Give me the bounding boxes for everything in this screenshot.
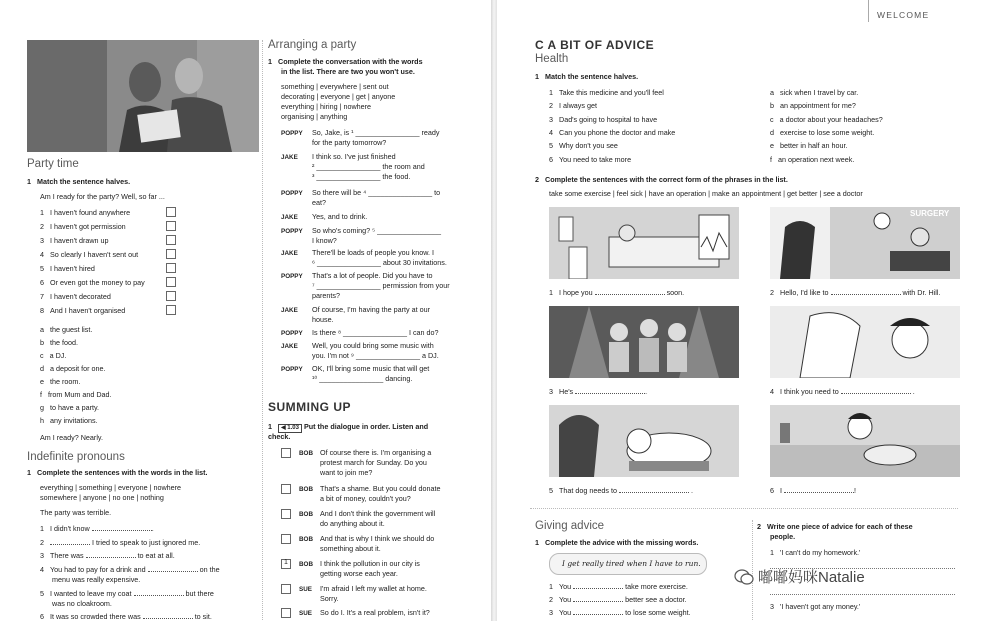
speaker: BOB bbox=[299, 511, 313, 518]
dialogue-line: you. I'm not ⁹ ________________ a DJ. bbox=[312, 351, 439, 360]
speaker: JAKE bbox=[281, 307, 298, 314]
dialogue-line: for the party tomorrow? bbox=[312, 138, 387, 147]
dialogue-line: I know? bbox=[312, 236, 337, 245]
list-item: 5 I wanted to leave my coat but there bbox=[40, 589, 214, 598]
speaker: BOB bbox=[299, 450, 313, 457]
dialogue-line: something about it. bbox=[320, 544, 381, 553]
caption-4: 4 I think you need to . bbox=[770, 387, 915, 396]
list-item: g to have a party. bbox=[40, 403, 100, 412]
dialogue-line: Of course, I'm having the party at our bbox=[312, 305, 431, 314]
speaker: POPPY bbox=[281, 330, 303, 337]
party-time-ex1: 1 Match the sentence halves. bbox=[27, 177, 131, 186]
dialogue-line: So who's coming? ⁵ ________________ bbox=[312, 226, 442, 235]
arranging-title: Arranging a party bbox=[268, 39, 357, 51]
list-item: c a DJ. bbox=[40, 351, 67, 360]
dialogue-line: And I don't think the government will bbox=[320, 509, 436, 518]
dialogue-line: I think so. I've just finished bbox=[312, 152, 396, 161]
speaker: BOB bbox=[299, 536, 313, 543]
answer-box[interactable] bbox=[166, 291, 176, 301]
dialogue-line: ⁷ ________________ permission from your bbox=[312, 281, 450, 290]
speaker: BOB bbox=[299, 561, 313, 568]
caption-3: 3 He's . bbox=[549, 387, 648, 396]
list-item: 5 Why don't you see bbox=[549, 141, 618, 150]
dialogue-line: Is there ⁸ ________________ I can do? bbox=[312, 328, 439, 337]
eating-art bbox=[770, 405, 960, 477]
answer-box[interactable] bbox=[166, 207, 176, 217]
ex2b-instruction-2: people. bbox=[770, 532, 796, 541]
list-item: e better in half an hour. bbox=[770, 141, 848, 150]
welcome-label: WELCOME bbox=[877, 10, 930, 20]
order-box[interactable]: 1 bbox=[281, 559, 291, 569]
speaker: POPPY bbox=[281, 273, 303, 280]
section-divider bbox=[530, 508, 958, 509]
list-item: 6 It was so crowded there was to sit. bbox=[40, 612, 212, 621]
speaker: POPPY bbox=[281, 130, 303, 137]
illustration-eating bbox=[770, 405, 960, 477]
speech-text: I get really tired when I have to run. bbox=[562, 559, 701, 568]
list-item: h any invitations. bbox=[40, 416, 98, 425]
dialogue-line: So there will be ⁴ ________________ to bbox=[312, 188, 441, 197]
sick-bed-art bbox=[549, 207, 739, 279]
list-item: 1 'I can't do my homework.' bbox=[770, 548, 861, 557]
party-time-instruction: Match the sentence halves. bbox=[37, 177, 131, 186]
summing-ex1: 1 ◀ 1.03 Put the dialogue in order. Listen and bbox=[268, 422, 429, 431]
list-item: 1 Take this medicine and you'll feel bbox=[549, 88, 664, 97]
order-box[interactable] bbox=[281, 509, 291, 519]
list-item: b an appointment for me? bbox=[770, 101, 856, 110]
dialogue-line: ³ ________________ the food. bbox=[312, 172, 411, 181]
dialogue-line: Yes, and to drink. bbox=[312, 212, 368, 221]
list-item: 4 So clearly I haven't sent out bbox=[40, 250, 139, 259]
dialogue-line: getting worse each year. bbox=[320, 569, 398, 578]
dialogue-line: ² ________________ the room and bbox=[312, 162, 425, 171]
column-divider bbox=[262, 40, 263, 620]
speaker: SUE bbox=[299, 610, 312, 617]
dialogue-line: I think the pollution in our city is bbox=[320, 559, 420, 568]
health-ex2: 2 Complete the sentences with the correct form of the phrases in the list. bbox=[535, 175, 788, 184]
indefinite-words-2: somewhere | anyone | no one | nothing bbox=[40, 493, 164, 502]
speaker: JAKE bbox=[281, 250, 298, 257]
speech-bubble bbox=[549, 553, 707, 575]
illustration-tongue bbox=[770, 306, 960, 378]
order-box[interactable] bbox=[281, 584, 291, 594]
welcome-header bbox=[868, 0, 987, 22]
list-item: 6 Or even got the money to pay bbox=[40, 278, 145, 287]
answer-box[interactable] bbox=[166, 277, 176, 287]
list-item: 3 Dad's going to hospital to have bbox=[549, 115, 658, 124]
speaker: JAKE bbox=[281, 214, 298, 221]
party-time-closing: Am I ready? Nearly. bbox=[40, 433, 103, 442]
speaker: JAKE bbox=[281, 343, 298, 350]
answer-box[interactable] bbox=[166, 235, 176, 245]
speaker: POPPY bbox=[281, 366, 303, 373]
giving-advice-ex1: 1 Complete the advice with the missing words. bbox=[535, 538, 699, 547]
health-title: Health bbox=[535, 53, 569, 65]
party-time-title: Party time bbox=[27, 158, 79, 170]
students-photo bbox=[27, 40, 259, 152]
students-photo-art bbox=[27, 40, 259, 152]
audio-icon[interactable]: ◀ 1.03 bbox=[278, 424, 302, 433]
arranging-words-4: organising | anything bbox=[281, 112, 348, 121]
speaker: JAKE bbox=[281, 154, 298, 161]
list-item: 3 'I haven't got any money.' bbox=[770, 602, 861, 611]
answer-box[interactable] bbox=[166, 221, 176, 231]
speaker: POPPY bbox=[281, 228, 303, 235]
illustration-dog bbox=[549, 405, 739, 477]
health-phrases: take some exercise | feel sick | have an operation | make an appointment | get better | see a doctor bbox=[549, 189, 863, 198]
list-item: 4 You had to pay for a drink and on the bbox=[40, 565, 220, 574]
list-item: a the guest list. bbox=[40, 325, 93, 334]
indefinite-ex1: 1 Complete the sentences with the words in the list. bbox=[27, 468, 208, 477]
health-items bbox=[549, 88, 759, 168]
surgery-sign: SURGERY bbox=[910, 209, 950, 218]
list-item: 1 You take more exercise. bbox=[549, 582, 688, 591]
watermark bbox=[734, 566, 865, 587]
stage-art bbox=[549, 306, 739, 378]
list-item: 5 I haven't hired bbox=[40, 264, 95, 273]
dialogue-line: So, Jake, is ¹ ________________ ready bbox=[312, 128, 440, 137]
dog-art bbox=[549, 405, 739, 477]
list-item: d exercise to lose some weight. bbox=[770, 128, 875, 137]
tongue-art bbox=[770, 306, 960, 378]
dialogue-line: OK, I'll bring some music that will get bbox=[312, 364, 430, 373]
list-item: f from Mum and Dad. bbox=[40, 390, 112, 399]
list-item: b the food. bbox=[40, 338, 78, 347]
dialogue-line: There'll be loads of people you know. I bbox=[312, 248, 435, 257]
dialogue-line: That's a shame. But you could donate bbox=[320, 484, 441, 493]
dialogue-line: a bit of money, couldn't you? bbox=[320, 494, 411, 503]
list-item: e the room. bbox=[40, 377, 81, 386]
list-item: 4 Can you phone the doctor and make bbox=[549, 128, 676, 137]
list-item: f an operation next week. bbox=[770, 155, 855, 164]
list-item: 3 There was to eat at all. bbox=[40, 551, 175, 560]
arranging-words-3: everything | hiring | nowhere bbox=[281, 102, 372, 111]
list-item: 1 I didn't know . bbox=[40, 524, 154, 533]
speaker: POPPY bbox=[281, 190, 303, 197]
dialogue-line: That's a lot of people. Did you have to bbox=[312, 271, 433, 280]
illustration-stage bbox=[549, 306, 739, 378]
ex2b-instruction: 2 Write one piece of advice for each of these bbox=[757, 522, 913, 531]
party-time-prompt: Am I ready for the party? Well, so far ... bbox=[40, 192, 165, 201]
list-item: 2 I tried to speak to just ignored me. bbox=[40, 538, 201, 547]
dialogue-line: So do I. It's a real problem, isn't it? bbox=[320, 608, 430, 617]
dialogue-line: ¹⁰ ________________ dancing. bbox=[312, 374, 413, 383]
list-item: 2 You better see a doctor. bbox=[549, 595, 687, 604]
arranging-ex1: 1 Complete the conversation with the words bbox=[268, 57, 423, 66]
dialogue-line: parents? bbox=[312, 291, 340, 300]
list-item: 3 You to lose some weight. bbox=[549, 608, 691, 617]
list-item: 7 I haven't decorated bbox=[40, 292, 111, 301]
answer-box[interactable] bbox=[166, 263, 176, 273]
list-item: d a deposit for one. bbox=[40, 364, 106, 373]
arranging-dialogue bbox=[281, 128, 461, 388]
dialogue-line: Well, you could bring some music with bbox=[312, 341, 434, 350]
list-item: a sick when I travel by car. bbox=[770, 88, 859, 97]
dialogue-line: protest march for Sunday. Do you bbox=[320, 458, 427, 467]
arranging-instruction-2: in the list. There are two you won't use. bbox=[281, 67, 415, 76]
health-ex1: 1 Match the sentence halves. bbox=[535, 72, 639, 81]
dialogue-line: ⁶ ________________ about 30 invitations. bbox=[312, 258, 447, 267]
caption-2: 2 Hello, I'd like to with Dr. Hill. bbox=[770, 288, 941, 297]
order-box[interactable] bbox=[281, 484, 291, 494]
indefinite-title: Indefinite pronouns bbox=[27, 451, 125, 463]
arranging-words-1: something | everywhere | sent out bbox=[281, 82, 389, 91]
health-endings bbox=[770, 88, 970, 168]
caption-1: 1 I hope you soon. bbox=[549, 288, 685, 297]
dialogue-line: I'm afraid I left my wallet at home. bbox=[320, 584, 427, 593]
list-item-cont: was no cloakroom. bbox=[52, 599, 112, 608]
watermark-text: 嘟嘟妈咪Natalie bbox=[758, 569, 865, 586]
indefinite-words-1: everything | something | everyone | nowhere bbox=[40, 483, 182, 492]
dialogue-line: house. bbox=[312, 315, 334, 324]
section-title: C A BIT OF ADVICE bbox=[535, 38, 655, 52]
answer-line[interactable] bbox=[770, 594, 955, 595]
list-item: 8 And I haven't organised bbox=[40, 306, 126, 315]
summing-instruction-2: check. bbox=[268, 432, 291, 441]
dialogue-line: And that is why I think we should do bbox=[320, 534, 435, 543]
list-item: 6 You need to take more bbox=[549, 155, 632, 164]
indefinite-example: The party was terrible. bbox=[40, 508, 112, 517]
list-item-cont: menu was really expensive. bbox=[52, 575, 141, 584]
dialogue-line: Sorry. bbox=[320, 594, 339, 603]
summing-items bbox=[281, 446, 461, 621]
answer-box[interactable] bbox=[166, 249, 176, 259]
page-spine bbox=[491, 0, 497, 621]
dialogue-line: eat? bbox=[312, 198, 326, 207]
dialogue-line: Of course there is. I'm organising a bbox=[320, 448, 432, 457]
speaker: SUE bbox=[299, 586, 312, 593]
summing-title: SUMMING UP bbox=[268, 400, 351, 414]
indefinite-instruction: Complete the sentences with the words in the list. bbox=[37, 468, 208, 477]
dialogue-line: want to join me? bbox=[320, 468, 373, 477]
order-box[interactable] bbox=[281, 608, 291, 618]
illustration-sick-bed bbox=[549, 207, 739, 279]
list-item: 2 I haven't got permission bbox=[40, 222, 126, 231]
order-box[interactable] bbox=[281, 534, 291, 544]
order-box[interactable] bbox=[281, 448, 291, 458]
list-item: 2 I always get bbox=[549, 101, 597, 110]
list-item: 3 I haven't drawn up bbox=[40, 236, 109, 245]
caption-5: 5 That dog needs to . bbox=[549, 486, 693, 495]
list-item: 1 I haven't found anywhere bbox=[40, 208, 131, 217]
dialogue-line: do anything about it. bbox=[320, 519, 385, 528]
wechat-icon bbox=[734, 569, 754, 585]
speaker: BOB bbox=[299, 486, 313, 493]
list-item: c a doctor about your headaches? bbox=[770, 115, 883, 124]
illustration-surgery bbox=[770, 207, 960, 279]
giving-advice-title: Giving advice bbox=[535, 520, 605, 532]
caption-6: 6 I ! bbox=[770, 486, 856, 495]
arranging-words-2: decorating | everyone | get | anyone bbox=[281, 92, 396, 101]
answer-box[interactable] bbox=[166, 305, 176, 315]
